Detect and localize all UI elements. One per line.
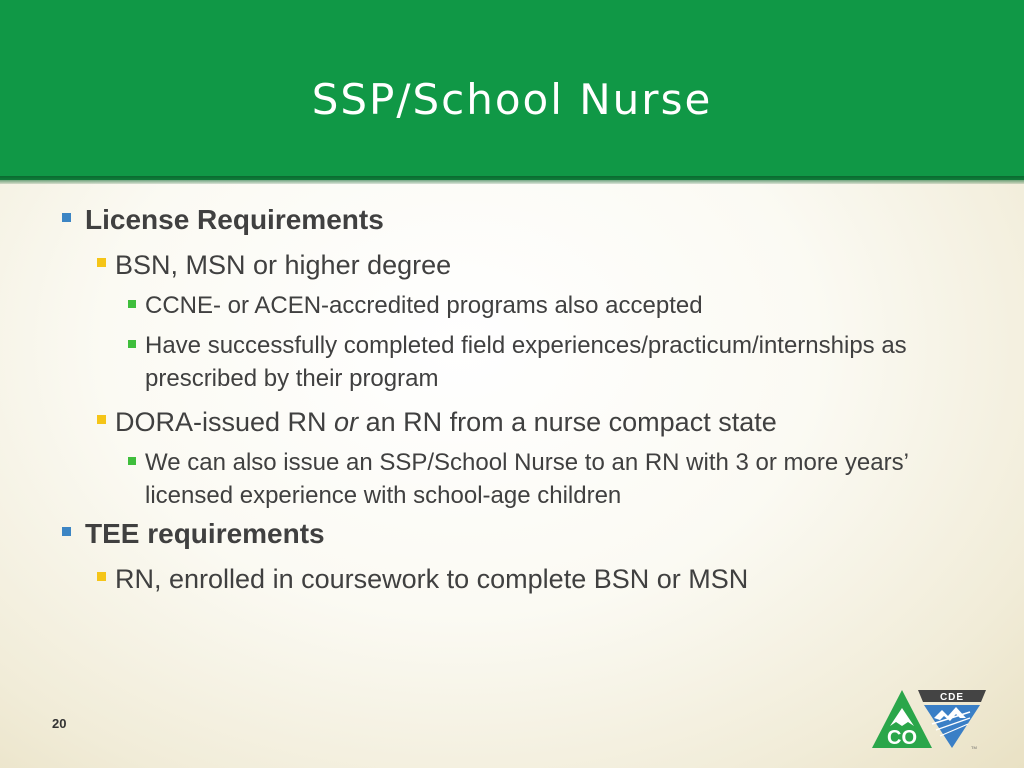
bullet-dora-rn — [58, 405, 978, 439]
bullet-rn-enrolled — [58, 562, 978, 596]
square-bullet-icon — [128, 300, 136, 308]
trademark-mark: TM — [971, 745, 977, 750]
bullet-rn-experience — [58, 446, 978, 512]
bullet-accredited-programs — [58, 289, 978, 322]
bullet-text-pre: DORA-issued RN — [115, 407, 335, 437]
bullet-text: BSN, MSN or higher degree — [115, 250, 452, 280]
title-bar-shadow — [0, 176, 1024, 184]
bullet-text-post: an RN from a nurse compact state — [358, 407, 777, 437]
bullet-text: CCNE- or ACEN-accredited programs also accepted — [145, 292, 703, 319]
bullet-tee-requirements — [58, 516, 978, 552]
cde-colorado-logo — [870, 688, 988, 752]
bullet-text: We can also issue an SSP/School Nurse to an RN with 3 or more years’ licensed experience with school-age children — [145, 449, 909, 509]
square-bullet-icon — [128, 457, 136, 465]
slide-title: SSP/School Nurse — [311, 75, 713, 124]
bullet-text: Have successfully completed field experiences/practicum/internships as prescribed by their program — [145, 332, 907, 392]
bullet-license-requirements — [58, 202, 978, 238]
square-bullet-icon — [128, 340, 136, 348]
bullet-text: RN, enrolled in coursework to complete BSN or MSN — [115, 564, 749, 594]
bullet-text: TEE requirements — [85, 518, 325, 549]
square-bullet-icon — [62, 213, 71, 222]
bullet-text-emphasis: or — [334, 407, 359, 437]
page-number: 20 — [52, 716, 67, 731]
square-bullet-icon — [97, 415, 106, 424]
blue-shield-shape — [924, 705, 980, 748]
bullet-field-experiences — [58, 329, 978, 395]
bullet-list — [58, 198, 978, 596]
bullet-degree — [58, 248, 978, 282]
square-bullet-icon — [62, 527, 71, 536]
bullet-text: License Requirements — [85, 204, 384, 235]
square-bullet-icon — [97, 258, 106, 267]
co-badge-text: CO — [887, 727, 917, 749]
cde-banner-text: CDE — [939, 692, 965, 703]
square-bullet-icon — [97, 572, 106, 581]
